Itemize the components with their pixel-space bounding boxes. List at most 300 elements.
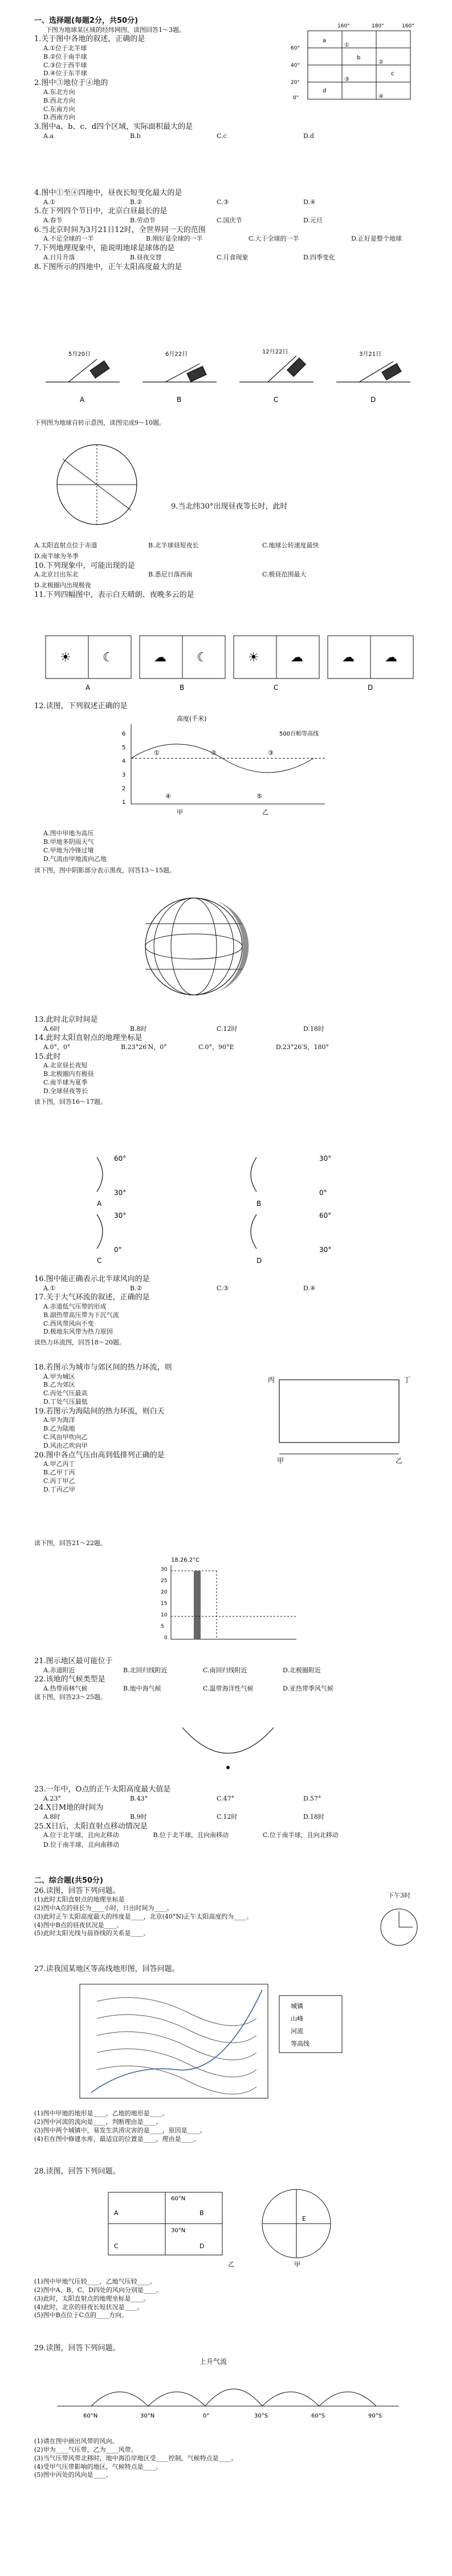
q29-parts-block — [34, 2437, 422, 2480]
q4-option: B.② — [130, 198, 142, 206]
isobar-chart-figure — [97, 713, 348, 821]
q16-option: D.④ — [303, 1284, 316, 1292]
grid-label: 160° — [402, 23, 414, 29]
q13-option: B.8时 — [130, 1025, 147, 1033]
q27-part: (3)图中两个城镇中，易发生洪涝灾害的是____，原因是____。 — [34, 2126, 206, 2134]
tick-label: 1 — [122, 799, 126, 806]
contour-map-figure — [74, 1978, 348, 2104]
q22-options — [34, 1685, 422, 1693]
q20-option: C.丙丁甲乙 — [43, 1477, 75, 1485]
q13-option: C.12时 — [217, 1025, 238, 1033]
q29-part: (1)请在图中画出风带的风向。 — [34, 2437, 119, 2445]
q25-option: D.位于南半球，且向南移动 — [43, 1841, 119, 1849]
q24-option: A.8时 — [43, 1813, 60, 1821]
q5-option: D.元旦 — [303, 216, 323, 224]
q5-option: B.劳动节 — [130, 216, 156, 224]
lat-label: 30°S — [254, 2413, 268, 2419]
section1-header: 一、选择题(每题2分，共50分) — [34, 17, 139, 25]
lat-label: 30° — [319, 1155, 332, 1163]
q23-options — [34, 1795, 422, 1803]
q7-option: D.四季变化 — [303, 253, 335, 261]
q26-part: (5)此时太阳光线与晨昏线的关系是____。 — [34, 1929, 150, 1937]
point-label: ③ — [268, 749, 274, 757]
q10-options — [34, 571, 422, 590]
q9-intro-block — [34, 419, 422, 428]
tick-label: 4 — [122, 758, 126, 765]
point-label: ④ — [165, 793, 171, 800]
q16: 16.图中能正确表示北半球风向的是 — [34, 1275, 150, 1283]
q7: 7.下列地理现象中，能说明地球是球体的是 — [34, 244, 175, 253]
q24-option: D.18时 — [303, 1813, 324, 1821]
q18-intro: 读热力环流图，回答18～20题。 — [34, 1339, 125, 1347]
fig28-label: E — [302, 2215, 306, 2222]
lat-label: 60° — [319, 1212, 332, 1220]
q24-options — [34, 1813, 422, 1822]
q3-option: D.d — [303, 132, 314, 140]
q17-options — [34, 1303, 422, 1336]
q9-options — [34, 542, 422, 561]
q28: 28.读图，回答下列问题。 — [34, 2167, 120, 2176]
q18: 18.若图示为城市与郊区间的热力环流，则 — [34, 1363, 172, 1372]
climate-chart-figure — [148, 1554, 308, 1651]
q3-options — [34, 132, 422, 141]
lat-label: 30°N — [140, 2413, 155, 2419]
q2-option: D.西南方向 — [43, 113, 75, 121]
tick-label: 25 — [161, 1578, 168, 1584]
q15-option: D.全球昼夜等长 — [43, 1087, 88, 1095]
q25: 25.X日后，太阳直射点移动情况是 — [34, 1822, 148, 1831]
sun-date-label: 12月22日 — [262, 349, 288, 355]
moon-icon: ☾ — [103, 651, 114, 665]
grid-label: 40° — [291, 63, 300, 68]
option-letter: C — [97, 1257, 102, 1265]
q17: 17.关于大气环流的叙述，正确的是 — [34, 1293, 150, 1302]
q22-option: C.温带海洋性气候 — [203, 1684, 254, 1692]
sun-angle-figure — [34, 348, 422, 411]
fig29-title: 上升气流 — [199, 2358, 227, 2366]
q12-block — [34, 701, 422, 712]
q18-option: A.甲为城区 — [43, 1372, 75, 1380]
lat-label: 60° — [114, 1155, 127, 1163]
fig28-label: C — [114, 2242, 119, 2250]
q28-figure — [103, 2181, 365, 2272]
q12-option: C.甲地为冷锋过境 — [43, 846, 94, 854]
lat-label: 60°N — [83, 2413, 98, 2419]
q9-option: C.地球公转速度最快 — [262, 542, 319, 549]
q12: 12.读图，下列叙述正确的是 — [34, 702, 128, 710]
thermal-circulation-figure — [256, 1363, 422, 1465]
q25-option: A.位于北半球，且向北移动 — [43, 1831, 119, 1839]
q20-option: B.乙甲丁丙 — [43, 1469, 75, 1477]
q28-part: (1)图中甲地气压较____，乙地气压较____。 — [34, 2278, 156, 2285]
q21-intro-block — [34, 1539, 422, 1548]
q28-part: (3)此时，太阳直射点的地理坐标是____。 — [34, 2294, 150, 2302]
thermal-label: 甲 — [277, 1457, 284, 1465]
q16-q17-block — [34, 1274, 422, 1347]
q24-option: B.9时 — [130, 1813, 147, 1821]
q28-parts-block — [34, 2278, 422, 2320]
q26-part: (3)此时正午太阳高度最大的纬度是____，北京(40°N)正午太阳高度约为____。 — [34, 1912, 253, 1920]
q26: 26.读图，回答下列问题。 — [34, 1886, 120, 1895]
cloud-icon: ☁ — [291, 651, 303, 665]
q4-option: A.① — [43, 198, 56, 206]
q5: 5.在下列四个节日中，北京白昼最长的是 — [34, 207, 168, 216]
q11: 11.下列四幅图中，表示白天晴朗、夜晚多云的是 — [34, 590, 194, 599]
q18-option: B.乙为郊区 — [43, 1381, 75, 1389]
lat-label: 0° — [114, 1246, 122, 1254]
tick-label: 0 — [164, 1635, 168, 1641]
sun-date-label: 5月20日 — [68, 351, 91, 357]
lat-label: 30° — [114, 1189, 127, 1197]
q26-part: (2)图中A点的昼长为____小时，日出时间为____。 — [34, 1904, 173, 1912]
q21-option: C.南回归线附近 — [203, 1666, 247, 1674]
grid-label: 160° — [337, 23, 350, 29]
q12-option: D.气流由甲地流向乙地 — [43, 855, 107, 863]
tick-label: 30 — [161, 1567, 168, 1573]
q19-options — [34, 1416, 239, 1450]
q26-side-label: 下午3时 — [388, 1892, 410, 1899]
chart21-ylabel: 18.26.2°C — [171, 1557, 200, 1563]
q22: 22.该地的气候类型是 — [34, 1675, 105, 1684]
option-letter: B — [180, 684, 185, 692]
q6-option: A.不足全球的一半 — [43, 235, 94, 243]
option-letter: A — [97, 1200, 102, 1208]
lat-label: 30° — [319, 1246, 332, 1254]
q19: 19.若图示为海陆间的热力环流，则白天 — [34, 1407, 165, 1416]
q4-option: C.③ — [217, 198, 229, 206]
q9-block — [171, 502, 422, 512]
point-label: ⑤ — [256, 793, 262, 800]
q21-options — [34, 1667, 422, 1675]
cloud-icon: ☁ — [154, 651, 166, 665]
grid-label: ④ — [378, 94, 384, 100]
grid-label: ① — [344, 42, 349, 48]
sun-date-label: 6月22日 — [165, 351, 188, 357]
q18-q20-block — [34, 1363, 239, 1494]
q2-option: B.西北方向 — [43, 96, 75, 104]
sun-icon: ☀ — [248, 651, 259, 665]
q27-block — [34, 1964, 422, 1974]
lat-label: 0° — [319, 1189, 327, 1197]
tick-label: 3 — [122, 772, 126, 778]
q21-option: B.北回归线附近 — [123, 1666, 168, 1674]
q5-option: C.国庆节 — [217, 216, 242, 224]
q28-part: (4)此时，北京的昼夜长短状况是____。 — [34, 2303, 144, 2311]
place-label: 甲 — [177, 808, 183, 816]
q13-option: D.18时 — [303, 1025, 324, 1033]
q10-option: D.北极圈内出现极夜 — [34, 582, 91, 590]
q23-option: A.23° — [43, 1794, 61, 1802]
q25-options — [34, 1831, 422, 1850]
q17-option: C.西风带风向不变 — [43, 1319, 94, 1327]
q14-option: A.0°，0° — [43, 1043, 71, 1051]
q16-option: B.② — [130, 1284, 142, 1292]
grid-label: ③ — [344, 76, 349, 83]
q28-parts — [34, 2278, 422, 2320]
tick-label: 2 — [122, 786, 126, 792]
q10-option: C.极昼范围最大 — [262, 571, 307, 579]
q23: 23.一年中，O点的正午太阳高度最大值是 — [34, 1785, 171, 1794]
q5-option: A.春节 — [43, 216, 63, 224]
q6: 6.当北京时间为3月21日12时，全世界同一天的范围 — [34, 225, 206, 234]
q15: 15.此时 — [34, 1052, 61, 1061]
weather-icons-figure — [40, 630, 416, 696]
q1-option: D.④位于东半球 — [43, 70, 87, 78]
q20-options — [34, 1460, 239, 1494]
sun-icon: ☀ — [60, 651, 71, 665]
q8: 8.下图所示的四地中，正午太阳高度最大的是 — [34, 262, 182, 271]
q16-option: C.③ — [217, 1284, 229, 1292]
q23-option: C.47° — [217, 1794, 235, 1802]
q1-option: C.③位于西半球 — [43, 61, 87, 69]
section1-intro: 下图为地球某区域的经纬网图，读图回答1～3题。 — [46, 26, 185, 34]
globe-figure — [131, 889, 256, 1003]
q17-option: A.赤道低气压带的形成 — [43, 1302, 107, 1310]
q5-options — [34, 217, 422, 225]
fig28-label: 30°N — [171, 2228, 186, 2234]
q14-option: D.23°26′S，180° — [276, 1043, 329, 1051]
q14-option: B.23°26′N，0° — [121, 1043, 167, 1051]
q7-options — [34, 254, 422, 262]
q1: 1.关于图中各地的叙述，正确的是 — [34, 35, 145, 44]
q21-intro: 读下图，回答21～22题。 — [34, 1539, 107, 1547]
q9-option: D.南半球为冬季 — [34, 552, 79, 560]
fig28-label: 60°N — [171, 2196, 186, 2202]
q27-parts-block — [34, 2110, 422, 2143]
cloud-icon: ☁ — [342, 651, 355, 665]
q2-option: C.东南方向 — [43, 105, 75, 113]
moon-icon: ☾ — [197, 651, 208, 665]
q29-parts — [34, 2437, 422, 2480]
q29-part: (5)图中丙处的风向是____。 — [34, 2471, 112, 2479]
q15-options — [34, 1062, 422, 1095]
q18-options — [34, 1373, 239, 1407]
fig28-label: A — [114, 2209, 119, 2217]
q19-option: A.甲为海洋 — [43, 1416, 75, 1424]
chart12-title: 高度(千米) — [177, 715, 207, 722]
q7-option: C.月食现象 — [217, 253, 249, 261]
grid-label: c — [391, 71, 394, 77]
q3: 3.图中a、b、c、d四个区域，实际面积最大的是 — [34, 123, 193, 132]
tick-label: 15 — [161, 1601, 168, 1607]
q23-q25-block — [34, 1785, 422, 1850]
q4-option: D.④ — [303, 198, 316, 206]
wind-belts-figure — [74, 1146, 370, 1269]
q28-part: (5)图中B点位于C点的____方向。 — [34, 2311, 128, 2319]
q1-option: B.②位于南半球 — [43, 52, 87, 60]
q28-block — [34, 2167, 422, 2177]
q26-part: (1)此时太阳直射点的地理坐标是 — [34, 1896, 125, 1904]
q17-option: D.极地东风带为热力原因 — [43, 1328, 113, 1336]
sun-date-label: 3月21日 — [359, 351, 382, 357]
grid-label: 60° — [291, 46, 300, 51]
q20-option: A.甲乙丙丁 — [43, 1460, 75, 1468]
q6-option: B.刚好是全球的一半 — [146, 235, 203, 243]
q3-option: C.c — [217, 132, 227, 140]
q13-option: A.6时 — [43, 1025, 60, 1033]
tick-label: 10 — [161, 1612, 168, 1618]
tick-label: 5 — [161, 1624, 164, 1630]
q4: 4.图中①至④四地中，昼夜长短变化最大的是 — [34, 189, 182, 197]
q6-option: D.正好是整个地球 — [351, 235, 402, 243]
q23-option: D.57° — [303, 1794, 321, 1802]
q27-part: (2)图中河流的流向是____，判断理由是____。 — [34, 2118, 162, 2126]
q9-intro: 下列图为地球自转示意图，读图完成9～10题。 — [34, 419, 165, 426]
grid-label: 180° — [372, 23, 384, 29]
tick-label: 20 — [161, 1590, 168, 1595]
q15-option: C.南半球为夏季 — [43, 1079, 88, 1087]
q27-parts — [34, 2110, 422, 2143]
section2-block — [34, 1876, 422, 1938]
q20-option: D.丁丙乙甲 — [43, 1485, 75, 1493]
tick-label: 6 — [122, 731, 126, 737]
option-letter: B — [256, 1200, 262, 1208]
q18-option: C.丙处气压最高 — [43, 1389, 88, 1397]
lat-label: 60°S — [311, 2413, 325, 2419]
q13-intro: 读下图，图中阴影部分表示黑夜，回答13～15题。 — [34, 867, 176, 875]
q6-option: C.大于全球的一半 — [249, 235, 299, 243]
q13: 13.此时北京时间是 — [34, 1015, 98, 1024]
option-letter: A — [85, 684, 91, 692]
q29-part: (4)受甲气压带影响的地区，气候特点是____。 — [34, 2463, 162, 2471]
q2-option: A.东北方向 — [43, 88, 75, 96]
q23-option: B.43° — [130, 1794, 148, 1802]
q22-option: D.亚热带季风气候 — [283, 1684, 333, 1692]
option-letter: C — [274, 684, 279, 692]
q15-option: A.北京昼长夜短 — [43, 1062, 88, 1070]
q21: 21.图示地区最可能位于 — [34, 1657, 113, 1665]
q13-options — [34, 1025, 422, 1034]
legend-item: 山峰 — [291, 2015, 303, 2022]
q16-option: A.① — [43, 1284, 56, 1292]
q10: 10.下列现象中，可能出现的是 — [34, 561, 135, 570]
q27-part: (4)若在图中修建水库，最适宜的位置是____，理由是____。 — [34, 2135, 200, 2143]
fig28-label: D — [199, 2242, 205, 2250]
grid-label: 20° — [291, 80, 300, 86]
q25-option: C.位于南半球，且向北移动 — [263, 1831, 339, 1839]
q25-option: B.位于北半球，且向南移动 — [153, 1831, 229, 1839]
lat-label: 30° — [114, 1212, 127, 1220]
option-letter: A — [80, 396, 85, 404]
q20: 20.图中各点气压由高到低排列正确的是 — [34, 1450, 165, 1460]
fig28-label: 甲 — [294, 2261, 300, 2268]
grid-label: 0° — [293, 95, 299, 101]
legend-item: 等高线 — [291, 2040, 310, 2047]
q14-option: C.0°，90°E — [198, 1043, 234, 1051]
lat-label: 90°S — [368, 2413, 382, 2419]
point-label: ② — [211, 749, 217, 757]
q22-option: B.地中海气候 — [123, 1684, 161, 1692]
thermal-label: 丙 — [268, 1376, 275, 1384]
q24: 24.X日M地的时间为 — [34, 1803, 104, 1813]
legend-item: 河流 — [291, 2028, 303, 2035]
point-label: ① — [154, 749, 160, 757]
q17-option: B.副热带高压带为下沉气流 — [43, 1311, 119, 1319]
q19-option: B.乙为陆地 — [43, 1425, 75, 1433]
option-letter: D — [370, 396, 376, 404]
q29: 29.读图，回答下列问题。 — [34, 2344, 120, 2352]
option-letter: B — [177, 396, 182, 404]
q4-q8-block — [34, 188, 422, 272]
q14: 14.此时太阳直射点的地理坐标是 — [34, 1034, 142, 1043]
q29-part: (3)当气压带风带北移时，地中海沿岸地区受____控制，气候特点是____。 — [34, 2454, 238, 2462]
lat-lon-grid-figure — [285, 19, 422, 105]
fig28-label: B — [199, 2209, 204, 2217]
option-letter: D — [256, 1257, 262, 1265]
q10-option: A.北京日出东北 — [34, 571, 79, 579]
q9: 9.当北纬30°出现昼夜等长时，此时 — [171, 502, 288, 511]
q22-option: A.热带雨林气候 — [43, 1684, 88, 1692]
q26-parts — [34, 1896, 353, 1938]
q10-option: B.悉尼日落西南 — [148, 571, 193, 579]
q26-clock-figure — [376, 1904, 422, 1950]
q2: 2.图中③地位于④地的 — [34, 79, 108, 88]
q21-option: D.北极圈附近 — [283, 1666, 321, 1674]
q14-options — [34, 1043, 422, 1052]
q12-option: B.甲地多阴雨天气 — [43, 838, 94, 846]
tick-label: 5 — [122, 745, 126, 751]
option-letter: C — [274, 396, 279, 404]
section2-header: 二、综合题(共50分) — [34, 1876, 103, 1885]
q13-q15-block — [34, 1015, 422, 1107]
q18-option: D.丁处气压最低 — [43, 1398, 88, 1406]
q29-block — [34, 2343, 422, 2354]
q24-option: C.12时 — [217, 1813, 238, 1821]
q23-intro: 读下图，回答23～25题。 — [34, 1693, 107, 1701]
grid-label: d — [323, 88, 327, 94]
option-letter: D — [368, 684, 373, 692]
q15-option: B.北极圈内有极昼 — [43, 1070, 94, 1078]
q7-option: A.日月升落 — [43, 253, 75, 261]
fig28-label: 乙 — [228, 2261, 234, 2268]
place-label: 乙 — [262, 808, 268, 816]
arc-figure — [171, 1716, 285, 1779]
q12-options — [34, 830, 422, 863]
q16-options — [34, 1285, 422, 1293]
q3-option: B.b — [130, 132, 141, 140]
chart12-label: 500百帕等高线 — [279, 731, 319, 737]
thermal-label: 丁 — [404, 1376, 411, 1384]
q3-option: A.a — [43, 132, 54, 140]
q19-option: D.风由乙吹向甲 — [43, 1442, 88, 1449]
q29-part: (2)甲为____气压带，乙为____风带。 — [34, 2445, 137, 2453]
q1-option: A.①位于北半球 — [43, 44, 87, 52]
pressure-belt-figure — [46, 2355, 410, 2429]
q6-options — [34, 235, 422, 243]
q12-options-block — [34, 830, 422, 875]
grid-label: b — [357, 55, 361, 61]
grid-label: ② — [378, 59, 384, 66]
q4-options — [34, 198, 422, 207]
q9-option: B.北半球昼短夜长 — [148, 542, 199, 549]
q26-part: (4)图中B点的昼夜状况是____。 — [34, 1921, 123, 1929]
q19-option: C.风由甲吹向乙 — [43, 1433, 88, 1441]
q21-q22-block — [34, 1656, 422, 1702]
q21-option: A.赤道附近 — [43, 1666, 75, 1674]
q9-options-block — [34, 542, 422, 600]
q12-option: A.图中甲地为高压 — [43, 830, 94, 837]
grid-label: a — [323, 38, 327, 44]
cloud-icon: ☁ — [385, 651, 397, 665]
q27-part: (1)图中甲地的地形是____，乙地的地形是____。 — [34, 2110, 169, 2117]
earth-rotation-figure — [40, 436, 154, 533]
q9-option: A.太阳直射点位于赤道 — [34, 542, 97, 549]
legend-item: 城镇 — [291, 2002, 303, 2010]
thermal-label: 乙 — [396, 1457, 403, 1465]
lat-label: 0° — [203, 2413, 210, 2419]
q7-option: B.昼夜交替 — [130, 253, 162, 261]
q27: 27.读我国某地区等高线地形图，回答问题。 — [34, 1965, 180, 1973]
